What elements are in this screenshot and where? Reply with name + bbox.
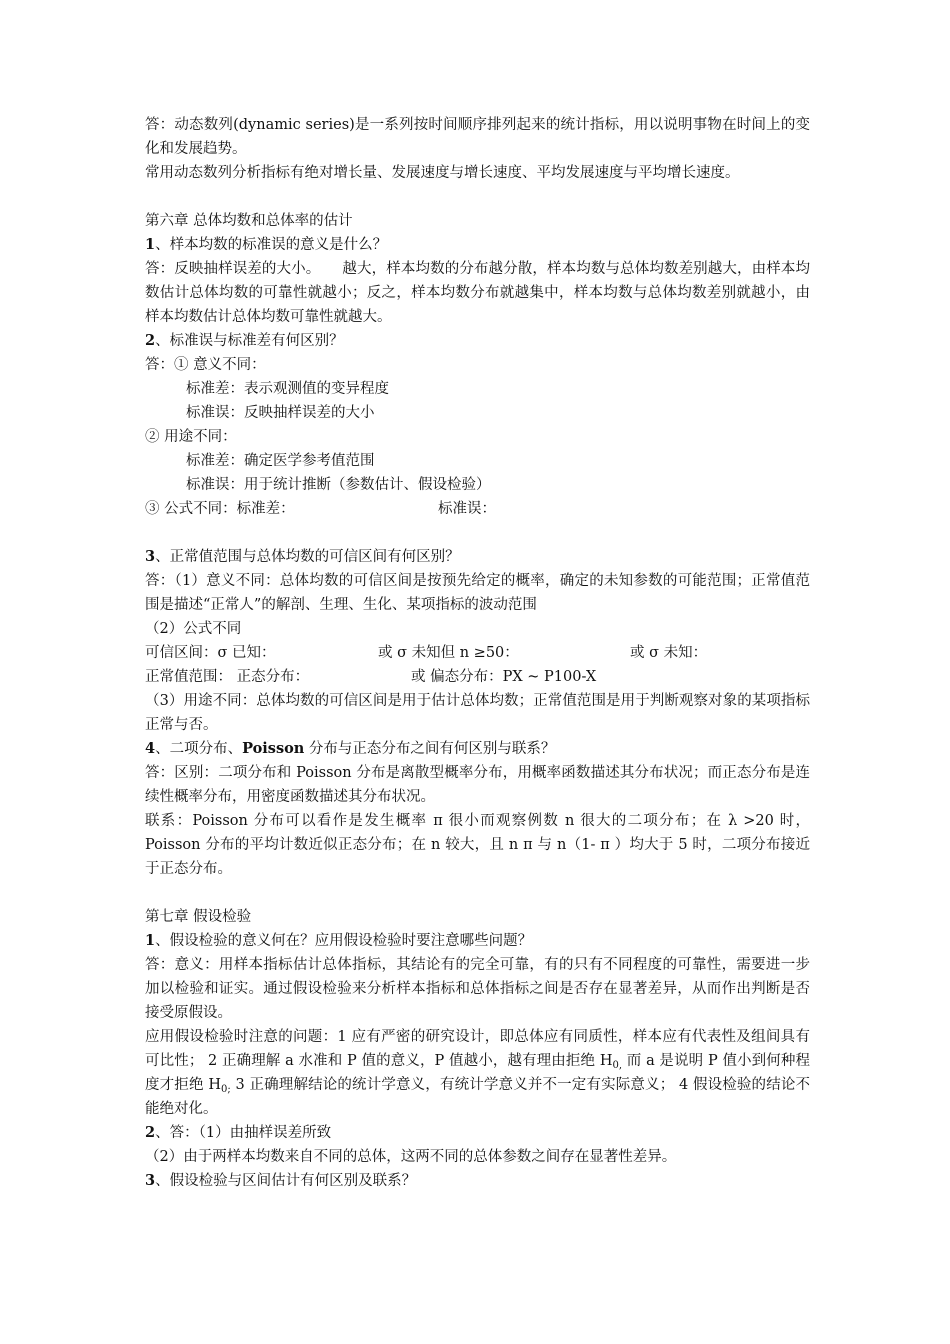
ch7-answer-1-meaning: 答：意义：用样本指标估计总体指标，其结论有的完全可靠，有的只有不同程度的可靠性，需要进一步加以检验和证实。通过假设检验来分析样本指标和总体指标之间是否存在显著差异，从而作出判断是否接受原假设。 [145,957,810,1021]
ch7-question-3 [145,1169,810,1193]
issues-text: 而 a 是说明 P 值小到何种程度才拒绝 H [145,1053,810,1093]
question-number: 4 [145,740,156,757]
question-text: 、二项分布、 [155,741,243,757]
ch6-answer-2-line-1: 答：① 意义不同： [145,357,266,373]
question-text: 、假设检验与区间估计有何区别及联系？ [155,1173,417,1189]
ch5-answer-1: 答：动态数列(dynamic series)是一系列按时间顺序排列起来的统计指标，用以说明事物在时间上的变化和发展趋势。 [145,117,810,157]
chapter-7-title: 第七章 假设检验 [145,909,252,925]
ch6-question-1 [145,233,810,257]
ch6-answer-3-part-2: （2）公式不同 [145,621,242,637]
question-text: 、标准误与标准差有何区别？ [155,333,344,349]
ch6-answer-2-line-3: 标准误：反映抽样误差的大小 [186,405,375,421]
ch6-question-3 [145,545,810,569]
question-number: 3 [145,1172,156,1189]
ch6-answer-2-line-7 [145,497,810,521]
chapter-6-title: 第六章 总体均数和总体率的估计 [145,213,353,229]
subscript: 0; [221,1084,231,1095]
ch7-question-1 [145,929,810,953]
ch6-answer-3-part-1: 答：（1）意义不同：总体均数的可信区间是按预先给定的概率，确定的未知参数的可能范围；正常值范围是描述“正常人”的解剖、生理、生化、某项指标的波动范围 [145,573,810,613]
question-number: 1 [145,932,156,949]
issues-text: 3 正确理解结论的统计学意义，有统计学意义并不一定有实际意义； 4 假设检验的结论不能绝对化。 [145,1077,810,1117]
question-number: 1 [145,236,156,253]
ch6-answer-2-line-2: 标准差：表示观测值的变异程度 [186,381,389,397]
answer-text: 、答：（1）由抽样误差所致 [155,1125,332,1141]
normal-range-normal: 正常值范围： 正态分布： [145,669,310,685]
question-text: 分布与正态分布之间有何区别与联系？ [304,741,556,757]
subscript: 0, [612,1060,623,1071]
question-text-bold: Poisson [242,740,305,757]
ch5-answer-2: 常用动态数列分析指标有绝对增长量、发展速度与增长速度、平均发展速度与平均增长速度。 [145,165,740,181]
formula-label-se: 标准误： [438,501,496,517]
question-text: 、假设检验的意义何在？应用假设检验时要注意哪些问题？ [155,933,533,949]
ch6-question-4 [145,737,810,761]
ch6-answer-4-relation: 联系：Poisson 分布可以看作是发生概率 π 很小而观察例数 n 很大的二项分布；在 λ >20 时，Poisson 分布的平均计数近似正态分布；在 n 较大，且 n π 与 n（1- π ）均大于 5 时，二项分布接近于正态分布。 [145,813,810,877]
question-text: 、样本均数的标准误的意义是什么？ [155,237,388,253]
ch7-answer-2-line-2: （2）由于两样本均数来自不同的总体，这两不同的总体参数之间存在显著性差异。 [145,1149,677,1165]
ch6-answer-3-ci-formulas [145,641,810,665]
ch6-answer-3-part-3: （3）用途不同：总体均数的可信区间是用于估计总体均数；正常值范围是用于判断观察对象的某项指标正常与否。 [145,693,810,733]
ch7-answer-1-issues [145,1025,810,1121]
ch6-answer-3-normal-range [145,665,810,689]
question-text: 、正常值范围与总体均数的可信区间有何区别？ [155,549,460,565]
ch6-answer-2-line-4: ② 用途不同： [145,429,237,445]
ch7-answer-2-line-1 [145,1121,810,1145]
ci-large-n: 或 σ 未知但 n ≥50： [378,645,519,661]
question-number: 2 [145,1124,156,1141]
ch6-answer-4-difference: 答：区别：二项分布和 Poisson 分布是离散型概率分布，用概率函数描述其分布状况；而正态分布是连续性概率分布，用密度函数描述其分布状况。 [145,765,810,805]
document-page [145,113,810,1193]
ch6-answer-2-line-5: 标准差：确定医学参考值范围 [186,453,375,469]
ch6-answer-2-line-6: 标准误：用于统计推断（参数估计、假设检验） [186,477,491,493]
question-number: 2 [145,332,156,349]
question-number: 3 [145,548,156,565]
ci-sigma-known: 可信区间：σ 已知： [145,645,276,661]
normal-range-skewed: 或 偏态分布：PX ~ P100-X [411,669,597,685]
ch6-question-2 [145,329,810,353]
ch6-answer-1: 答：反映抽样误差的大小。 越大，样本均数的分布越分散，样本均数与总体均数差别越大，由样本均数估计总体均数的可靠性就越小；反之，样本均数分布就越集中，样本均数与总体均数差别就越小，由样本均数估计总体均数可靠性就越大。 [145,261,810,325]
ci-sigma-unknown: 或 σ 未知： [630,645,708,661]
issues-text: 应用假设检验时注意的问题：1 应有严密的研究设计，即总体应有同质性，样本应有代表性及组间具有可比性； 2 正确理解 a 水准和 P 值的意义，P 值越小，越有理由拒绝 H [145,1029,810,1069]
formula-label-sd: ③ 公式不同：标准差： [145,501,295,517]
